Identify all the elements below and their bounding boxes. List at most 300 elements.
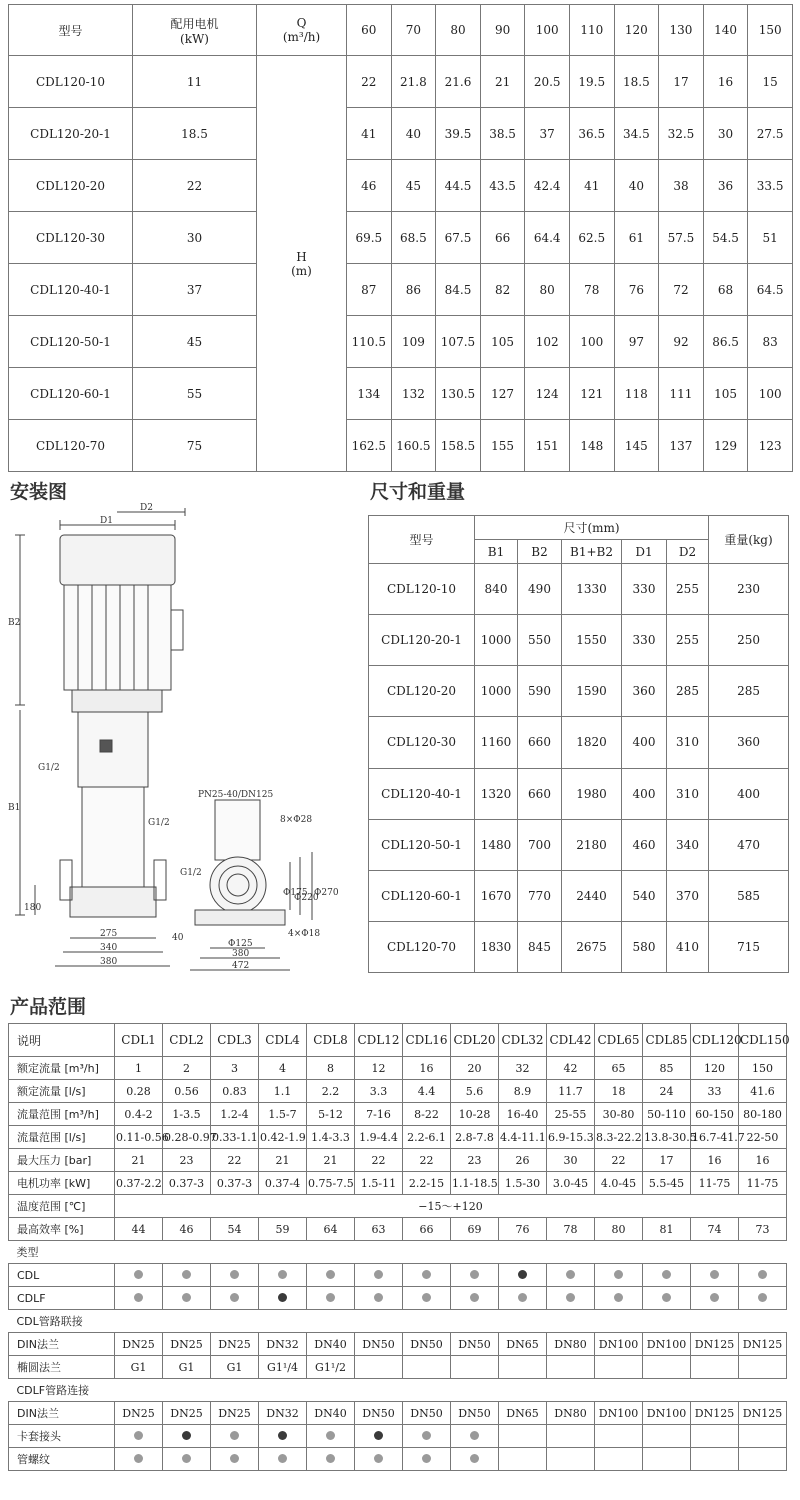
head-value: 68.5 — [391, 212, 436, 264]
range-value: 80 — [595, 1218, 643, 1241]
availability-dot-icon — [470, 1454, 479, 1463]
weight-value: 715 — [709, 921, 789, 972]
range-value: 2 — [163, 1057, 211, 1080]
range-value: DN80 — [547, 1333, 595, 1356]
availability-dot-icon — [662, 1270, 671, 1279]
dot-cell — [211, 1287, 259, 1310]
range-value: 60-150 — [691, 1103, 739, 1126]
dot-cell — [307, 1264, 355, 1287]
range-value: DN100 — [643, 1402, 691, 1425]
head-value: 21.6 — [436, 56, 481, 108]
logo-mark — [100, 740, 112, 752]
head-value: 127 — [480, 368, 525, 420]
dot-cell — [163, 1287, 211, 1310]
weight-value: 470 — [709, 819, 789, 870]
flow-header: 130 — [659, 5, 704, 56]
range-value: 30-80 — [595, 1103, 643, 1126]
availability-dot-icon — [470, 1270, 479, 1279]
range-value: 73 — [739, 1218, 787, 1241]
head-value: 78 — [569, 264, 614, 316]
label-phi270: Φ270 — [314, 888, 339, 898]
model-header: CDL16 — [403, 1024, 451, 1057]
model-cell: CDL120-60-1 — [9, 368, 133, 420]
head-value: 18.5 — [614, 56, 659, 108]
install-title: 安装图 — [10, 481, 68, 503]
weight-value: 360 — [709, 717, 789, 768]
availability-dot-icon — [326, 1454, 335, 1463]
availability-dot-icon — [614, 1293, 623, 1302]
model-cell: CDL120-20 — [9, 160, 133, 212]
dimension-value: 1820 — [562, 717, 622, 768]
side-view-base — [195, 910, 285, 925]
availability-dot-icon — [182, 1454, 191, 1463]
table-row — [9, 264, 793, 316]
dot-cell — [739, 1448, 787, 1471]
range-value: 0.37-4 — [259, 1172, 307, 1195]
flow-header: 120 — [614, 5, 659, 56]
dimension-value: 660 — [518, 717, 562, 768]
range-value: 69 — [451, 1218, 499, 1241]
table-row — [9, 1425, 787, 1448]
empty-cell — [355, 1356, 403, 1379]
dot-cell — [499, 1425, 547, 1448]
model-cell: CDL120-40-1 — [369, 768, 475, 819]
flow-header: 110 — [569, 5, 614, 56]
dot-cell — [739, 1425, 787, 1448]
range-value: 22-50 — [739, 1126, 787, 1149]
motor-cell: 55 — [133, 368, 257, 420]
empty-cell — [547, 1356, 595, 1379]
motor-cell: 45 — [133, 316, 257, 368]
dimension-value: 1000 — [475, 615, 518, 666]
empty-cell — [403, 1356, 451, 1379]
head-value: 40 — [614, 160, 659, 212]
head-value: 87 — [347, 264, 392, 316]
dot-cell — [403, 1425, 451, 1448]
dot-cell — [403, 1287, 451, 1310]
dot-cell — [115, 1448, 163, 1471]
range-value: DN25 — [115, 1402, 163, 1425]
dimension-value: 410 — [667, 921, 709, 972]
table-row — [9, 1080, 787, 1103]
dimension-value: 660 — [518, 768, 562, 819]
range-value: DN125 — [739, 1333, 787, 1356]
row-label: 温度范围 [℃] — [9, 1195, 115, 1218]
label-bolts8: 8×Φ28 — [280, 815, 313, 825]
range-value: 16 — [739, 1149, 787, 1172]
head-value: 68 — [703, 264, 748, 316]
group-label: CDL管路联接 — [9, 1310, 787, 1333]
dot-cell — [115, 1264, 163, 1287]
dot-cell — [211, 1264, 259, 1287]
dimension-value: 845 — [518, 921, 562, 972]
availability-dot-icon — [374, 1431, 383, 1440]
range-value: 11.7 — [547, 1080, 595, 1103]
dot-cell — [355, 1287, 403, 1310]
dot-cell — [499, 1448, 547, 1471]
range-value: 0.4-2 — [115, 1103, 163, 1126]
table-row — [369, 921, 789, 972]
range-value: 21 — [115, 1149, 163, 1172]
head-value: 107.5 — [436, 316, 481, 368]
dims-sub-header: B1+B2 — [562, 540, 622, 564]
dot-cell — [595, 1287, 643, 1310]
range-value: 2.8-7.8 — [451, 1126, 499, 1149]
range-value: 23 — [163, 1149, 211, 1172]
range-value: 16 — [403, 1057, 451, 1080]
model-header: CDL120 — [691, 1024, 739, 1057]
model-header: CDL2 — [163, 1024, 211, 1057]
range-value: 3.0-45 — [547, 1172, 595, 1195]
dot-cell — [307, 1425, 355, 1448]
table-row — [9, 1172, 787, 1195]
dot-cell — [595, 1448, 643, 1471]
dot-cell — [259, 1425, 307, 1448]
dot-cell — [499, 1264, 547, 1287]
model-cell: CDL120-40-1 — [9, 264, 133, 316]
range-value: 0.28-0.97 — [163, 1126, 211, 1149]
dot-cell — [211, 1425, 259, 1448]
availability-dot-icon — [134, 1431, 143, 1440]
head-value: 110.5 — [347, 316, 392, 368]
row-label: 额定流量 [l/s] — [9, 1080, 115, 1103]
range-value: 11-75 — [691, 1172, 739, 1195]
head-value: 137 — [659, 420, 704, 472]
range-value: 5-12 — [307, 1103, 355, 1126]
dimension-value: 1160 — [475, 717, 518, 768]
head-value: 64.5 — [748, 264, 793, 316]
range-value: 1.1 — [259, 1080, 307, 1103]
range-value: 81 — [643, 1218, 691, 1241]
dims-col-size: 尺寸(mm) — [475, 516, 709, 540]
row-label: 额定流量 [m³/h] — [9, 1057, 115, 1080]
motor-cell: 18.5 — [133, 108, 257, 160]
range-value: 50-110 — [643, 1103, 691, 1126]
flow-header: 150 — [748, 5, 793, 56]
range-value: DN65 — [499, 1402, 547, 1425]
range-value: DN25 — [211, 1402, 259, 1425]
dot-cell — [499, 1287, 547, 1310]
dimension-value: 330 — [622, 564, 667, 615]
range-value: 44 — [115, 1218, 163, 1241]
group-row — [9, 1379, 787, 1402]
head-value: 30 — [703, 108, 748, 160]
model-header: CDL42 — [547, 1024, 595, 1057]
head-value: 86 — [391, 264, 436, 316]
label-w275: 275 — [100, 929, 118, 939]
range-value: 16 — [691, 1149, 739, 1172]
row-label: 最高效率 [%] — [9, 1218, 115, 1241]
empty-cell — [595, 1356, 643, 1379]
range-value: 41.6 — [739, 1080, 787, 1103]
motor-cell: 22 — [133, 160, 257, 212]
range-value: 85 — [643, 1057, 691, 1080]
label-b2: B2 — [8, 618, 21, 628]
availability-dot-icon — [374, 1293, 383, 1302]
table-row — [9, 1103, 787, 1126]
range-value: 78 — [547, 1218, 595, 1241]
table-row — [9, 56, 793, 108]
availability-dot-icon — [710, 1270, 719, 1279]
label-phi175: Φ175 — [283, 888, 308, 898]
range-value: 0.37-3 — [211, 1172, 259, 1195]
availability-dot-icon — [182, 1270, 191, 1279]
availability-dot-icon — [470, 1431, 479, 1440]
head-value: 44.5 — [436, 160, 481, 212]
range-value: 13.8-30.5 — [643, 1126, 691, 1149]
availability-dot-icon — [518, 1293, 527, 1302]
range-title: 产品范围 — [10, 996, 87, 1018]
head-value: 105 — [703, 368, 748, 420]
range-value: 0.11-0.56 — [115, 1126, 163, 1149]
group-label: 类型 — [9, 1241, 787, 1264]
table-row — [9, 1333, 787, 1356]
dimension-value: 285 — [667, 666, 709, 717]
dot-cell — [115, 1287, 163, 1310]
motor-cell: 11 — [133, 56, 257, 108]
weight-value: 400 — [709, 768, 789, 819]
head-value: 19.5 — [569, 56, 614, 108]
range-value: 4 — [259, 1057, 307, 1080]
dimension-value: 840 — [475, 564, 518, 615]
empty-cell — [451, 1356, 499, 1379]
range-value: G1 — [115, 1356, 163, 1379]
head-value: 121 — [569, 368, 614, 420]
row-label: DIN法兰 — [9, 1402, 115, 1425]
availability-dot-icon — [326, 1431, 335, 1440]
range-value: 17 — [643, 1149, 691, 1172]
dimension-value: 340 — [667, 819, 709, 870]
dot-cell — [115, 1425, 163, 1448]
range-value: 25-55 — [547, 1103, 595, 1126]
range-value: 1 — [115, 1057, 163, 1080]
range-value: 0.75-7.5 — [307, 1172, 355, 1195]
range-value: 0.37-2.2 — [115, 1172, 163, 1195]
range-value: 3.3 — [355, 1080, 403, 1103]
range-value: DN25 — [163, 1402, 211, 1425]
availability-dot-icon — [566, 1270, 575, 1279]
head-value: 148 — [569, 420, 614, 472]
range-value: 2.2-6.1 — [403, 1126, 451, 1149]
range-value: G1¹/2 — [307, 1356, 355, 1379]
range-value: 0.42-1.9 — [259, 1126, 307, 1149]
model-cell: CDL120-50-1 — [369, 819, 475, 870]
range-value: DN125 — [691, 1333, 739, 1356]
dimension-value: 2180 — [562, 819, 622, 870]
model-cell: CDL120-70 — [369, 921, 475, 972]
dimension-value: 1980 — [562, 768, 622, 819]
range-value: DN65 — [499, 1333, 547, 1356]
range-value: 1.4-3.3 — [307, 1126, 355, 1149]
range-value: DN25 — [211, 1333, 259, 1356]
dimension-value: 550 — [518, 615, 562, 666]
availability-dot-icon — [710, 1293, 719, 1302]
table-row — [9, 1057, 787, 1080]
dot-cell — [643, 1425, 691, 1448]
range-value: 24 — [643, 1080, 691, 1103]
range-value: 5.5-45 — [643, 1172, 691, 1195]
group-row — [9, 1241, 787, 1264]
dims-sub-header: D2 — [667, 540, 709, 564]
range-value: 32 — [499, 1057, 547, 1080]
range-value: 5.6 — [451, 1080, 499, 1103]
weight-value: 250 — [709, 615, 789, 666]
range-value: 4.4-11.1 — [499, 1126, 547, 1149]
label-h180: 180 — [24, 903, 42, 913]
dimensions-title: 尺寸和重量 — [370, 481, 466, 503]
range-value: 20 — [451, 1057, 499, 1080]
label-w380: 380 — [100, 957, 118, 967]
terminal-box — [171, 610, 183, 650]
dot-cell — [163, 1448, 211, 1471]
col-flow-header: Q (m³/h) — [257, 5, 347, 56]
head-value: 97 — [614, 316, 659, 368]
dimension-value: 370 — [667, 870, 709, 921]
head-value: 36 — [703, 160, 748, 212]
installation-drawing — [0, 500, 360, 990]
row-label: CDL — [9, 1264, 115, 1287]
range-value: 54 — [211, 1218, 259, 1241]
range-value: DN100 — [595, 1333, 643, 1356]
motor-fan-cover — [60, 535, 175, 585]
range-value: 120 — [691, 1057, 739, 1080]
availability-dot-icon — [566, 1293, 575, 1302]
dimension-value: 1480 — [475, 819, 518, 870]
range-value: 22 — [403, 1149, 451, 1172]
head-value: 27.5 — [748, 108, 793, 160]
head-value: 38 — [659, 160, 704, 212]
availability-dot-icon — [422, 1431, 431, 1440]
dims-sub-header: D1 — [622, 540, 667, 564]
label-bolts4: 4×Φ18 — [288, 929, 321, 939]
dimension-value: 2675 — [562, 921, 622, 972]
range-value: DN32 — [259, 1402, 307, 1425]
dimension-value: 1320 — [475, 768, 518, 819]
dot-cell — [643, 1448, 691, 1471]
row-label: CDLF — [9, 1287, 115, 1310]
availability-dot-icon — [374, 1454, 383, 1463]
availability-dot-icon — [134, 1454, 143, 1463]
dot-cell — [595, 1264, 643, 1287]
dimension-value: 1000 — [475, 666, 518, 717]
range-value: 22 — [211, 1149, 259, 1172]
label-w380b: 380 — [232, 949, 250, 959]
head-value: 69.5 — [347, 212, 392, 264]
head-value: 118 — [614, 368, 659, 420]
dot-cell — [643, 1287, 691, 1310]
range-value: 80-180 — [739, 1103, 787, 1126]
dot-cell — [691, 1287, 739, 1310]
range-value: 10-28 — [451, 1103, 499, 1126]
dot-cell — [259, 1264, 307, 1287]
head-value: 67.5 — [436, 212, 481, 264]
head-value: 38.5 — [480, 108, 525, 160]
label-d2: D2 — [140, 503, 153, 513]
range-value: 8 — [307, 1057, 355, 1080]
head-value: 20.5 — [525, 56, 570, 108]
table-row — [9, 1356, 787, 1379]
dimension-value: 400 — [622, 768, 667, 819]
dot-cell — [547, 1425, 595, 1448]
range-value: 1.5-7 — [259, 1103, 307, 1126]
table-row — [369, 870, 789, 921]
head-value: 54.5 — [703, 212, 748, 264]
label-b1: B1 — [8, 803, 21, 813]
head-value: 42.4 — [525, 160, 570, 212]
dimension-value: 590 — [518, 666, 562, 717]
availability-dot-icon — [278, 1270, 287, 1279]
flow-header: 90 — [480, 5, 525, 56]
availability-dot-icon — [278, 1454, 287, 1463]
dot-cell — [691, 1448, 739, 1471]
head-value: 160.5 — [391, 420, 436, 472]
head-value: 111 — [659, 368, 704, 420]
pump-base — [70, 887, 156, 917]
head-value: 45 — [391, 160, 436, 212]
flow-header: 140 — [703, 5, 748, 56]
head-value: 37 — [525, 108, 570, 160]
availability-dot-icon — [230, 1293, 239, 1302]
range-value: DN50 — [355, 1402, 403, 1425]
availability-dot-icon — [470, 1293, 479, 1302]
dimension-value: 580 — [622, 921, 667, 972]
range-value: DN80 — [547, 1402, 595, 1425]
side-view-flange-outer — [210, 857, 266, 913]
head-value: 57.5 — [659, 212, 704, 264]
head-value: 123 — [748, 420, 793, 472]
dimension-value: 255 — [667, 564, 709, 615]
dot-cell — [643, 1264, 691, 1287]
availability-dot-icon — [422, 1270, 431, 1279]
range-value: 11-75 — [739, 1172, 787, 1195]
dot-cell — [739, 1264, 787, 1287]
range-value: 150 — [739, 1057, 787, 1080]
dimension-value: 310 — [667, 717, 709, 768]
table-row — [9, 1149, 787, 1172]
model-cell: CDL120-20 — [369, 666, 475, 717]
head-value: 80 — [525, 264, 570, 316]
range-value: 30 — [547, 1149, 595, 1172]
table-row — [9, 1448, 787, 1471]
range-value: DN32 — [259, 1333, 307, 1356]
dimension-value: 310 — [667, 768, 709, 819]
range-value: 8.9 — [499, 1080, 547, 1103]
range-value: 18 — [595, 1080, 643, 1103]
table-row — [9, 1218, 787, 1241]
head-value: 100 — [569, 316, 614, 368]
head-value: 43.5 — [480, 160, 525, 212]
dimension-value: 490 — [518, 564, 562, 615]
pump-head — [78, 712, 148, 787]
motor-cell: 37 — [133, 264, 257, 316]
range-value: 0.83 — [211, 1080, 259, 1103]
model-cell: CDL120-10 — [9, 56, 133, 108]
dot-cell — [163, 1264, 211, 1287]
label-g1a: G1/2 — [38, 763, 60, 773]
model-cell: CDL120-20-1 — [369, 615, 475, 666]
head-value: 15 — [748, 56, 793, 108]
dot-cell — [451, 1425, 499, 1448]
table-row — [369, 819, 789, 870]
availability-dot-icon — [134, 1270, 143, 1279]
dimension-value: 1670 — [475, 870, 518, 921]
col-model-header: 型号 — [9, 5, 133, 56]
range-value: 42 — [547, 1057, 595, 1080]
dims-sub-header: B1 — [475, 540, 518, 564]
table-row — [369, 564, 789, 615]
motor-cell: 75 — [133, 420, 257, 472]
range-value: DN125 — [691, 1402, 739, 1425]
